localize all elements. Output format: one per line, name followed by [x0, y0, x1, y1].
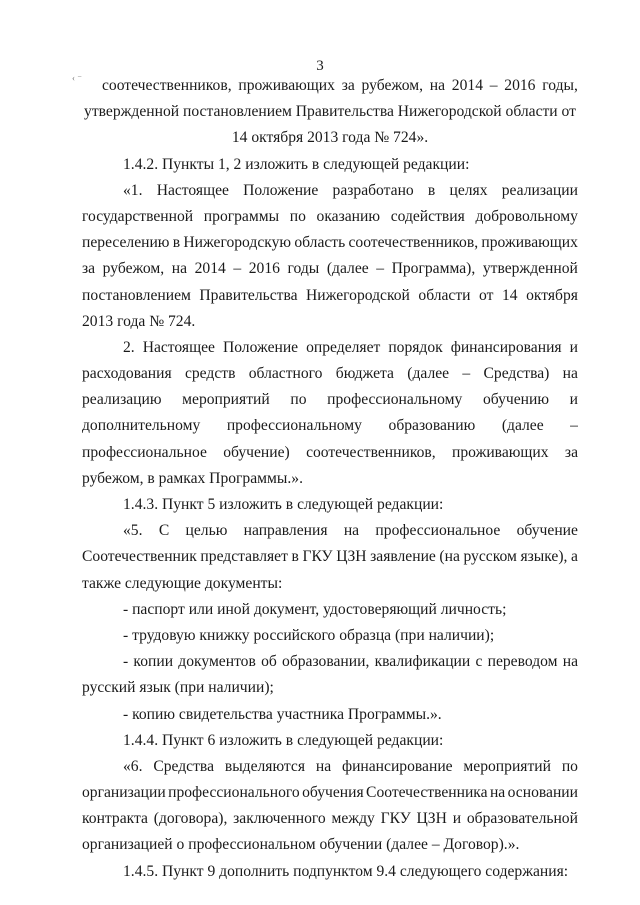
word: образованию: [388, 417, 476, 435]
word: –: [489, 77, 498, 94]
word: Средства): [483, 365, 550, 383]
word: расходования: [82, 365, 172, 383]
word: профессиональное: [375, 522, 501, 540]
word: –: [570, 417, 578, 435]
word: –: [376, 260, 385, 278]
text-line: 2013 года № 724.: [82, 312, 196, 330]
word: 2016: [248, 260, 280, 278]
word: языке),: [520, 548, 568, 566]
word: порядок: [388, 338, 443, 356]
word: (далее: [407, 365, 450, 383]
word: обучение): [223, 443, 290, 461]
text-line: также следующие документы:: [82, 574, 283, 592]
word: ГКУ: [380, 810, 411, 828]
word: Соотечественник: [82, 548, 197, 566]
text-line: [82, 361, 578, 387]
word: от: [479, 286, 494, 304]
word: добровольному: [475, 207, 578, 225]
text-line: [82, 256, 578, 282]
word: переселению: [82, 234, 170, 252]
word: целью: [185, 522, 228, 540]
text-line: [82, 387, 578, 413]
word: область: [294, 234, 346, 252]
page-number: 3: [316, 58, 324, 74]
word: Положение: [243, 181, 319, 199]
word: 2016: [504, 77, 536, 94]
word: на: [562, 653, 578, 671]
word: постановлением: [82, 286, 191, 304]
word: -: [123, 653, 129, 671]
word: и: [569, 338, 578, 356]
word: профессиональному: [327, 391, 463, 409]
word: бюджета: [335, 365, 394, 383]
word: за: [564, 443, 578, 461]
document-body: [82, 73, 578, 885]
word: Программа),: [391, 260, 476, 278]
text-line: 1.4.4. Пункт 6 изложить в следующей редакции:: [123, 731, 444, 749]
word: квалификации: [374, 653, 471, 671]
word: Правительства: [199, 286, 298, 304]
word: организации: [82, 784, 166, 802]
text-line: 1.4.2. Пункты 1, 2 изложить в следующей редакции:: [123, 155, 470, 173]
word: профессиональному: [226, 417, 362, 435]
word: области: [418, 286, 471, 304]
word: Нижегородскую: [183, 234, 292, 252]
word: образовании,: [282, 653, 370, 671]
word: рубежом,: [361, 77, 424, 94]
text-line: [82, 780, 578, 806]
word: ЦЗН: [416, 810, 447, 828]
word: мероприятий: [463, 757, 551, 775]
word: программы: [203, 207, 280, 225]
word: реализацию: [82, 391, 162, 409]
word: в: [291, 548, 299, 566]
word: мероприятий: [182, 391, 270, 409]
word: –: [462, 365, 471, 383]
word: основании: [507, 784, 578, 802]
word: областного: [248, 365, 323, 383]
word: заключенного: [233, 810, 326, 828]
text-line: [82, 649, 578, 675]
word: Настоящее: [156, 181, 229, 199]
text-line: [82, 283, 578, 309]
word: рубежом,: [102, 260, 165, 278]
word: переводом: [487, 653, 558, 671]
word: оказанию: [316, 207, 381, 225]
text-line: [82, 178, 578, 204]
word: 2014: [451, 77, 483, 94]
word: за: [82, 260, 96, 278]
word: профессионального: [168, 784, 300, 802]
text-line: утвержденной постановлением Правительства Нижегородской области от: [84, 103, 576, 121]
word: реализации: [501, 181, 578, 199]
word: (далее: [501, 417, 544, 435]
word: определяет: [306, 338, 381, 356]
word: «6.: [123, 757, 143, 775]
word: средств: [184, 365, 236, 383]
word: на: [171, 260, 188, 278]
text-line: организацией о профессиональном обучении (далее – Договор).».: [82, 836, 520, 854]
word: 2014: [194, 260, 226, 278]
word: и: [452, 810, 462, 828]
word: 14: [501, 286, 518, 304]
word: Средства: [153, 757, 214, 775]
word: выделяются: [224, 757, 306, 775]
word: проживающих: [481, 234, 578, 252]
text-line: 1.4.3. Пункт 5 изложить в следующей редакции:: [123, 496, 444, 513]
word: «1.: [123, 181, 143, 199]
text-line: [82, 440, 578, 466]
word: годы: [287, 260, 320, 278]
word: на: [429, 77, 446, 94]
word: государственной: [82, 207, 194, 225]
word: «5.: [123, 522, 143, 540]
text-line: 1.4.5. Пункт 9 дополнить подпунктом 9.4 следующего содержания:: [123, 862, 569, 880]
word: направления: [243, 522, 328, 540]
text-line: [82, 544, 578, 570]
text-line: [82, 230, 578, 256]
word: обучению: [482, 391, 549, 409]
word: октября: [526, 286, 578, 304]
word: финансирования: [450, 338, 562, 356]
word: финансирование: [341, 757, 453, 775]
text-line: - паспорт или иной документ, удостоверяющий личность;: [123, 600, 507, 618]
word: на: [343, 522, 360, 540]
word: ЦЗН: [336, 548, 367, 566]
word: обучения: [302, 784, 364, 802]
text-line: [82, 754, 578, 780]
word: по: [561, 757, 578, 775]
word: за: [341, 77, 355, 94]
word: разработано: [332, 181, 414, 199]
word: (на: [439, 548, 460, 566]
word: –: [233, 260, 242, 278]
word: утвержденной: [482, 260, 578, 278]
word: на: [489, 784, 506, 802]
word: Настоящее: [142, 338, 215, 356]
word: и: [569, 391, 578, 409]
word: по: [289, 207, 306, 225]
word: в: [172, 234, 181, 252]
word: контракта: [82, 810, 148, 828]
word: Нижегородской: [306, 286, 410, 304]
word: в: [427, 181, 436, 199]
word: соотечественников,: [348, 234, 479, 252]
word: С: [158, 522, 170, 540]
word: соотечественников,: [102, 77, 232, 94]
text-line: - копию свидетельства участника Программы.».: [123, 705, 442, 723]
text-line: [82, 518, 578, 544]
word: а: [571, 548, 578, 566]
word: обучение: [516, 522, 578, 540]
word: соотечественников,: [306, 443, 436, 461]
word: между: [331, 810, 375, 828]
word: дополнительному: [82, 417, 201, 435]
word: 2.: [123, 338, 135, 356]
text-line: [82, 413, 578, 439]
word: годы,: [542, 77, 578, 94]
word: целях: [449, 181, 488, 199]
word: об: [261, 653, 277, 671]
word: русском: [463, 548, 517, 566]
scan-artifact: ‹ ⁻: [72, 73, 82, 83]
word: Положение: [222, 338, 299, 356]
word: профессиональное: [82, 443, 207, 461]
word: образовательной: [466, 810, 578, 828]
word: с: [475, 653, 483, 671]
word: копии: [133, 653, 174, 671]
text-line: 14 октября 2013 года № 724».: [231, 129, 429, 147]
text-line: [82, 73, 578, 99]
word: на: [315, 757, 332, 775]
text-line: [82, 204, 578, 230]
word: Соотечественника: [366, 784, 488, 802]
text-line: русский язык (при наличии);: [82, 679, 274, 697]
word: на: [562, 365, 578, 383]
word: документов: [178, 653, 256, 671]
text-line: рубежом, в рамках Программы.».: [82, 469, 303, 487]
word: ГКУ: [302, 548, 333, 566]
text-line: - трудовую книжку российского образца (при наличии);: [123, 626, 495, 644]
text-line: [82, 335, 578, 361]
word: проживающих: [452, 443, 549, 461]
word: содействия: [390, 207, 465, 225]
text-line: [82, 806, 578, 832]
word: (договора),: [153, 810, 228, 828]
word: (далее: [326, 260, 369, 278]
word: заявление: [370, 548, 436, 566]
word: проживающих: [238, 77, 335, 94]
word: представляет: [200, 548, 288, 566]
word: по: [290, 391, 307, 409]
